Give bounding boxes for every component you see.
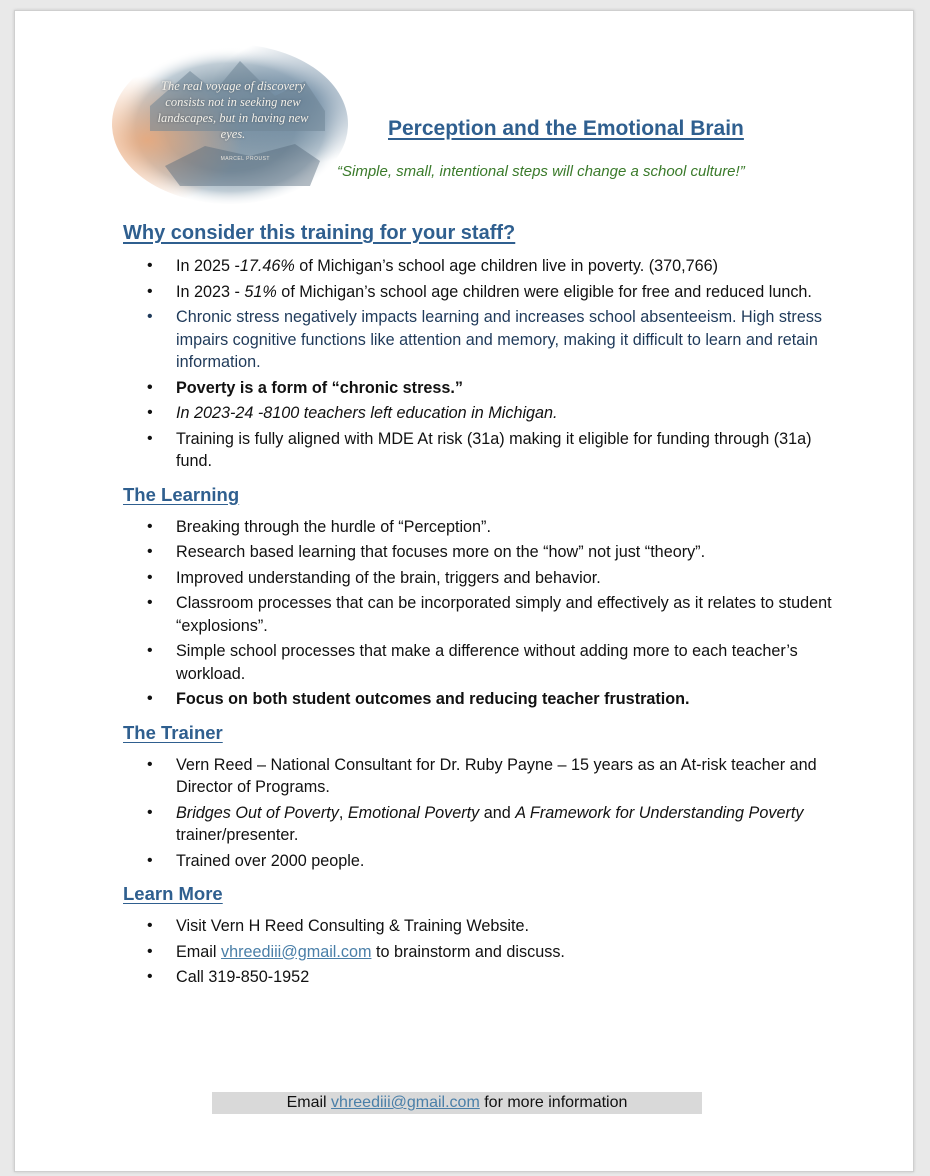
learn-more-heading: Learn More: [123, 883, 223, 904]
quote-text: The real voyage of discovery consists not in seeking new landscapes, but in having new eyes.: [157, 79, 309, 141]
list-item: • Vern Reed – National Consultant for Dr. Ruby Payne – 15 years as an At-risk teacher and Director of Programs.: [123, 754, 833, 799]
footer-email-link[interactable]: vhreediii@gmail.com: [331, 1094, 480, 1111]
list-item: • Email vhreediii@gmail.com to brainstorm and discuss.: [123, 941, 833, 964]
tagline: “Simple, small, intentional steps will change a school culture!”: [337, 163, 745, 180]
learning-list: [123, 516, 833, 711]
list-item: • In 2025 -17.46% of Michigan’s school age children live in poverty. (370,766): [123, 255, 833, 278]
list-item: • In 2023 - 51% of Michigan’s school age children were eligible for free and reduced lunch.: [123, 281, 833, 304]
quote-image: [110, 36, 350, 206]
footer-contact-bar: Email vhreediii@gmail.com for more information: [212, 1092, 702, 1114]
list-item: • Training is fully aligned with MDE At risk (31a) making it eligible for funding through (31a) fund.: [123, 428, 833, 473]
document-title: Perception and the Emotional Brain: [388, 117, 744, 140]
list-item: • Call 319-850-1952: [123, 966, 833, 989]
list-item: • Chronic stress negatively impacts learning and increases school absenteeism. High stress impairs cognitive functions like attention and memory, making it difficult to learn and retain information.: [123, 306, 833, 374]
why-list: [123, 255, 833, 473]
list-item: • Simple school processes that make a difference without adding more to each teacher’s workload.: [123, 640, 833, 685]
quote-attribution: MARCEL PROUST: [220, 156, 270, 162]
trainer-heading: The Trainer: [123, 721, 223, 743]
email-link[interactable]: vhreediii@gmail.com: [220, 942, 372, 961]
list-item: • Bridges Out of Poverty, Emotional Poverty and A Framework for Understanding Poverty trainer/presenter.: [123, 802, 833, 847]
list-item: • Trained over 2000 people.: [123, 850, 833, 873]
why-heading: Why consider this training for your staff?: [123, 222, 516, 244]
list-item: • Improved understanding of the brain, triggers and behavior.: [123, 567, 833, 590]
list-item: • Visit Vern H Reed Consulting & Training Website.: [123, 915, 833, 938]
list-item: • Breaking through the hurdle of “Perception”.: [123, 516, 833, 539]
list-item: • Focus on both student outcomes and reducing teacher frustration.: [123, 688, 833, 711]
trainer-list: [123, 754, 833, 873]
document-body: [123, 222, 833, 992]
list-item: • In 2023-24 -8100 teachers left education in Michigan.: [123, 402, 833, 425]
list-item: • Poverty is a form of “chronic stress.”: [123, 377, 833, 400]
document-page: [14, 10, 914, 1172]
list-item: • Classroom processes that can be incorporated simply and effectively as it relates to student “explosions”.: [123, 592, 833, 637]
learning-heading: The Learning: [123, 483, 240, 505]
learn-more-list: [123, 915, 833, 989]
list-item: • Research based learning that focuses more on the “how” not just “theory”.: [123, 541, 833, 564]
